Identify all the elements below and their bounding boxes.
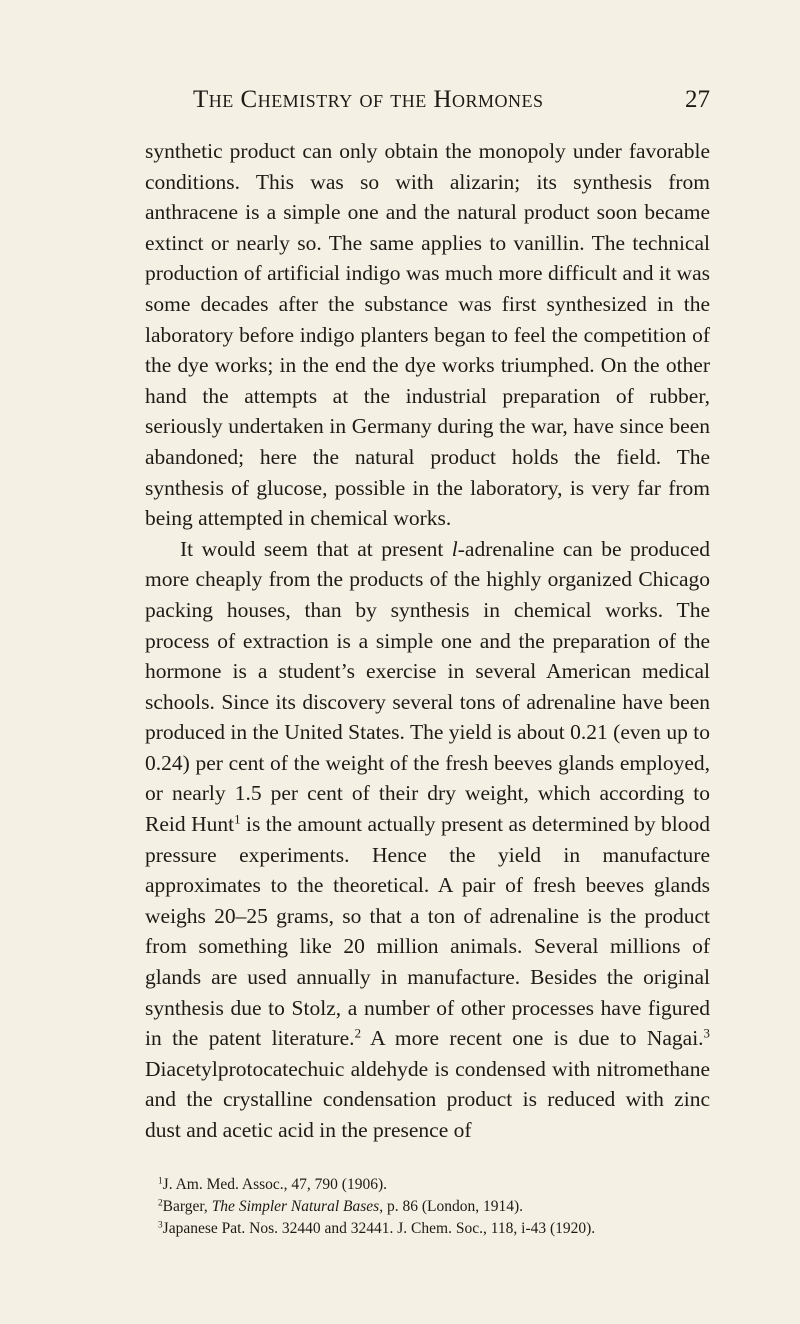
paragraph-2-text-b: is the amount actually present as determined by blood pressure experiments. Hence the yield in manufacture approximates to the theoretical. A pair of fresh beeves glands weighs 20–25 grams, so that a ton of adrenaline is the product from something like 20 million animals. Several millions of glands are used annually in manufacture. Besides the original synthesis due to Stolz, a number of other processes have figured in the patent literature. bbox=[145, 812, 711, 1051]
paragraph-2-text-a: -adrenaline can be produced more cheaply from the products of the highly organized Chicago packing houses, than by synthesis in chemical works. The process of extraction is a simple one and the preparation of the hormone is a student’s exercise in several American medical schools. Since its discovery several tons of adrenaline have been produced in the United States. The yield is about 0.21 (even up to 0.24) per cent of the weight of the fresh beeves glands employed, or nearly 1.5 per cent of their dry weight, which according to Reid Hunt bbox=[145, 536, 710, 837]
running-title: The Chemistry of the Hormones bbox=[193, 86, 544, 113]
footnote-2-post: , p. 86 (London, 1914). bbox=[379, 1198, 523, 1215]
footnote-2-mark: 2 bbox=[158, 1198, 163, 1209]
footnote-2-pre: Barger, bbox=[162, 1198, 212, 1215]
paragraph-2-lead: It would seem that at present bbox=[180, 536, 452, 561]
paragraph-2 bbox=[145, 534, 710, 1146]
levo-prefix: l bbox=[451, 536, 458, 561]
page-number: 27 bbox=[685, 86, 710, 113]
footnote-2 bbox=[158, 1196, 718, 1218]
paragraph-1: synthetic product can only obtain the monopoly under favorable conditions. This was so with alizarin; its synthesis from anthracene is a simple one and the natural product soon became extinct or nearly so. The same applies to vanillin. The technical production of artificial indigo was much more difficult and it was some decades after the substance was first synthesized in the laboratory before indigo planters began to feel the competition of the dye works; in the end the dye works triumphed. On the other hand the attempts at the industrial preparation of rubber, seriously undertaken in Germany during the war, have since been abandoned; here the natural product holds the field. The synthesis of glucose, possible in the laboratory, is very far from being attempted in chemical works. bbox=[145, 139, 710, 531]
footnote-1-mark: 1 bbox=[158, 1176, 163, 1187]
footnote-ref-2: 2 bbox=[354, 1026, 362, 1041]
footnote-3-text: Japanese Pat. Nos. 32440 and 32441. J. Chem. Soc., 118, i-43 (1920). bbox=[162, 1220, 596, 1237]
footnote-ref-1: 1 bbox=[234, 812, 241, 827]
paragraph-2-text-c: A more recent one is due to Nagai. bbox=[361, 1026, 704, 1051]
footnote-ref-3: 3 bbox=[703, 1026, 710, 1041]
paragraph-2-text-d: Diacetylprotocatechuic aldehyde is condensed with nitromethane and the crystalline condensation product is reduced with zinc dust and acetic acid in the presence of bbox=[145, 1056, 710, 1142]
footnote-1 bbox=[158, 1174, 718, 1196]
page-header bbox=[145, 86, 710, 116]
footnote-1-text: J. Am. Med. Assoc., 47, 790 (1906). bbox=[162, 1176, 387, 1193]
body-text bbox=[145, 136, 710, 1146]
footnote-3-mark: 3 bbox=[158, 1220, 163, 1231]
footnote-3 bbox=[158, 1218, 718, 1240]
footnote-2-book-title: The Simpler Natural Bases bbox=[211, 1198, 380, 1215]
footnotes bbox=[158, 1174, 718, 1240]
